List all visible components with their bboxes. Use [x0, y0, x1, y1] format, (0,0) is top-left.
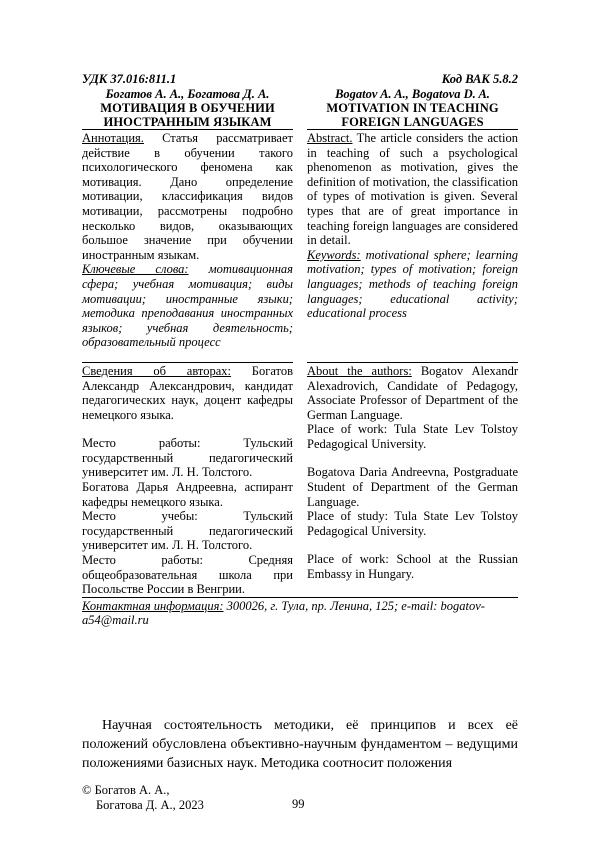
en-about-text: Bogatov Alexandr Alexadrovich, Candidate of Pedagogy, Associate Professor of Department of the German Language.: [307, 363, 518, 422]
copyright-line1: © Богатов А. А.,: [82, 783, 170, 797]
ru-abstract-column: [82, 129, 293, 350]
en-work1: Place of work: Tula State Lev Tolstoy Pedagogical University.: [307, 422, 518, 451]
en-about: [307, 363, 518, 422]
ru-abstract-text: Статья рассматривает действие в обучении такого психологического феномена как мотивация. Дано определение мотивации, классификация видов мотивации, рассмотрены подробно несколько видов, оказывающих большое значение при обучении иностранным языкам.: [82, 131, 293, 262]
contact-text: 300026, г. Тула, пр. Ленина, 125; e-mail: bogatov-a54@mail.ru: [82, 598, 485, 628]
udc-code: УДК 37.016:811.1: [82, 72, 177, 86]
en-title-line1: MOTIVATION IN TEACHING: [326, 101, 499, 115]
en-abstract-column: [307, 129, 518, 350]
ru-title-line2: ИНОСТРАННЫМ ЯЗЫКАМ: [103, 115, 272, 129]
en-study2: Place of study: Tula State Lev Tolstoy Pedagogical University.: [307, 509, 518, 538]
en-title-block: [307, 87, 518, 129]
body-paragraph: Научная состоятельность методики, её принципов и всех её положений обусловлена объективно-научным фундаментом – ведущими положениями базисных наук. Методика соотносит положения: [82, 718, 518, 771]
vak-code: Код ВАК 5.8.2: [441, 72, 518, 86]
ru-about: [82, 363, 293, 422]
ru-work1: Место работы: Тульский государственный педагогический университет им. Л. Н. Толстого.: [82, 436, 293, 480]
ru-about-text: Богатов Александр Александрович, кандидат педагогических наук, доцент кафедры немецкого языка.: [82, 363, 294, 422]
ru-work2: Место работы: Средняя общеобразовательная школа при Посольстве России в Венгрии.: [82, 553, 293, 597]
ru-abstract-label: Аннотация.: [82, 131, 144, 145]
ru-about-label: Сведения об авторах:: [82, 363, 231, 378]
ru-keywords-text: мотивационная сфера; учебная мотивация; виды мотивации; иностранные языки; методика преподавания иностранных языков; учебная деятельность; образовательный процесс: [82, 262, 293, 350]
copyright: [82, 783, 204, 812]
ru-keywords-label: Ключевые слова:: [82, 262, 189, 277]
copyright-line2: Богатова Д. А., 2023: [96, 797, 204, 812]
article-header: [82, 72, 518, 87]
abstract-section: [82, 129, 518, 350]
ru-title-line1: МОТИВАЦИЯ В ОБУЧЕНИИ: [100, 101, 275, 115]
authors-section: [82, 362, 518, 597]
contact-info: [82, 597, 518, 628]
ru-authors-column: [82, 362, 293, 597]
en-work2: Place of work: School at the Russian Embassy in Hungary.: [307, 552, 518, 582]
ru-study2: Место учебы: Тульский государственный педагогический университет им. Л. Н. Толстого.: [82, 509, 293, 553]
ru-abstract: [82, 130, 293, 262]
en-keywords: [307, 248, 518, 321]
en-about-label: About the authors:: [307, 363, 412, 378]
en-abstract-text: The article considers the action in teaching of such a psychological phenomenon as motivation, gives the definition of motivation, the classification of types of motivation is given. Several types that are of great importance in teaching foreign languages are considered in detail.: [307, 131, 518, 248]
en-abstract-label: Abstract.: [307, 131, 353, 145]
en-keywords-text: motivational sphere; learning motivation; types of motivation; foreign languages; methods of teaching foreign languages; educational activity; educational process: [307, 247, 518, 321]
ru-author2: Богатова Дарья Андреевна, аспирант кафедры немецкого языка.: [82, 480, 293, 509]
en-keywords-label: Keywords:: [307, 247, 361, 262]
en-authors-column: [307, 362, 518, 597]
contact-label: Контактная информация:: [82, 598, 224, 613]
article-page: [82, 62, 518, 628]
page-number: 99: [292, 797, 305, 811]
title-block: [82, 87, 518, 129]
ru-authors: Богатов А. А., Богатова Д. А.: [105, 87, 270, 101]
en-abstract: [307, 130, 518, 248]
ru-keywords: [82, 262, 293, 350]
ru-title-block: [82, 87, 293, 129]
en-title-line2: FOREIGN LANGUAGES: [341, 115, 484, 129]
en-author2: Bogatova Daria Andreevna, Postgraduate Student of Department of the German Language.: [307, 465, 518, 509]
en-authors: Bogatov A. A., Bogatova D. A.: [335, 87, 490, 101]
